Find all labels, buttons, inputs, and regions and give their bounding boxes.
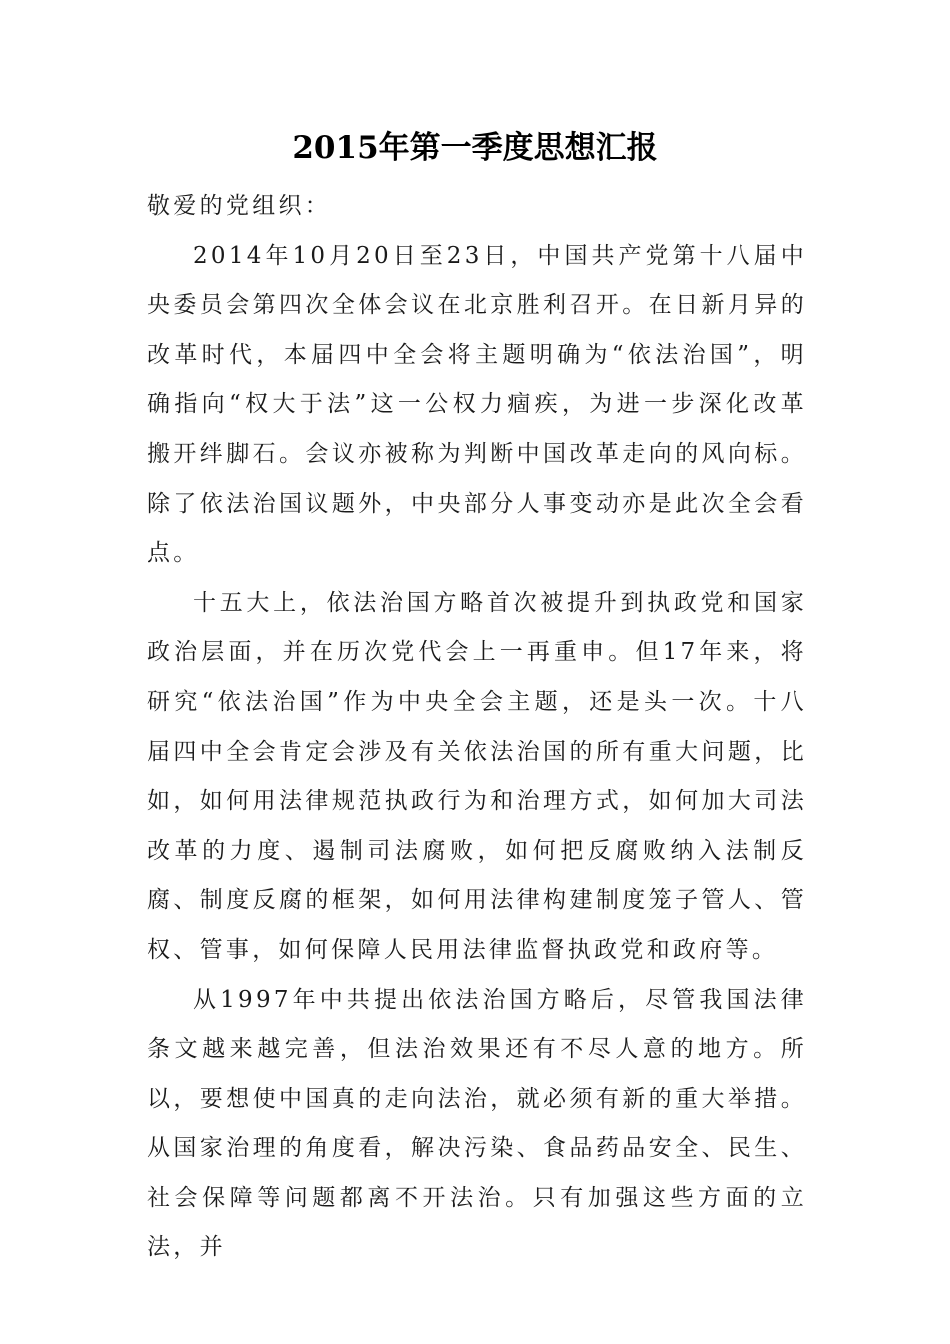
salutation: 敬爱的党组织： bbox=[147, 193, 332, 219]
paragraph-2: 十五大上，依法治国方略首次被提升到执政党和国家政治层面，并在历次党代会上一再重申。但17年来，将研究“依法治国”作为中央全会主题，还是头一次。十八届四中全会肯定会涉及有关依法治国的所有重大问题，比如，如何用法律规范执政行为和治理方式，如何加大司法改革的力度、遏制司法腐败，如何把反腐败纳入法制反腐、制度反腐的框架，如何用法律构建制度笼子管人、管权、管事，如何保障人民用法律监督执政党和政府等。 bbox=[147, 589, 807, 963]
paragraph-3: 从1997年中共提出依法治国方略后，尽管我国法律条文越来越完善，但法治效果还有不尽人意的地方。所以，要想使中国真的走向法治，就必须有新的重大举措。从国家治理的角度看，解决污染、食品药品安全、民生、社会保障等问题都离不开法治。只有加强这些方面的立法，并 bbox=[147, 986, 807, 1261]
document-body bbox=[147, 182, 807, 1273]
document-title: 2015年第一季度思想汇报 bbox=[292, 130, 658, 166]
paragraph-1: 2014年10月20日至23日，中国共产党第十八届中央委员会第四次全体会议在北京胜利召开。在日新月异的改革时代，本届四中全会将主题明确为“依法治国”，明确指向“权大于法”这一公权力痼疾，为进一步深化改革搬开绊脚石。会议亦被称为判断中国改革走向的风向标。除了依法治国议题外，中央部分人事变动亦是此次全会看点。 bbox=[147, 242, 807, 567]
